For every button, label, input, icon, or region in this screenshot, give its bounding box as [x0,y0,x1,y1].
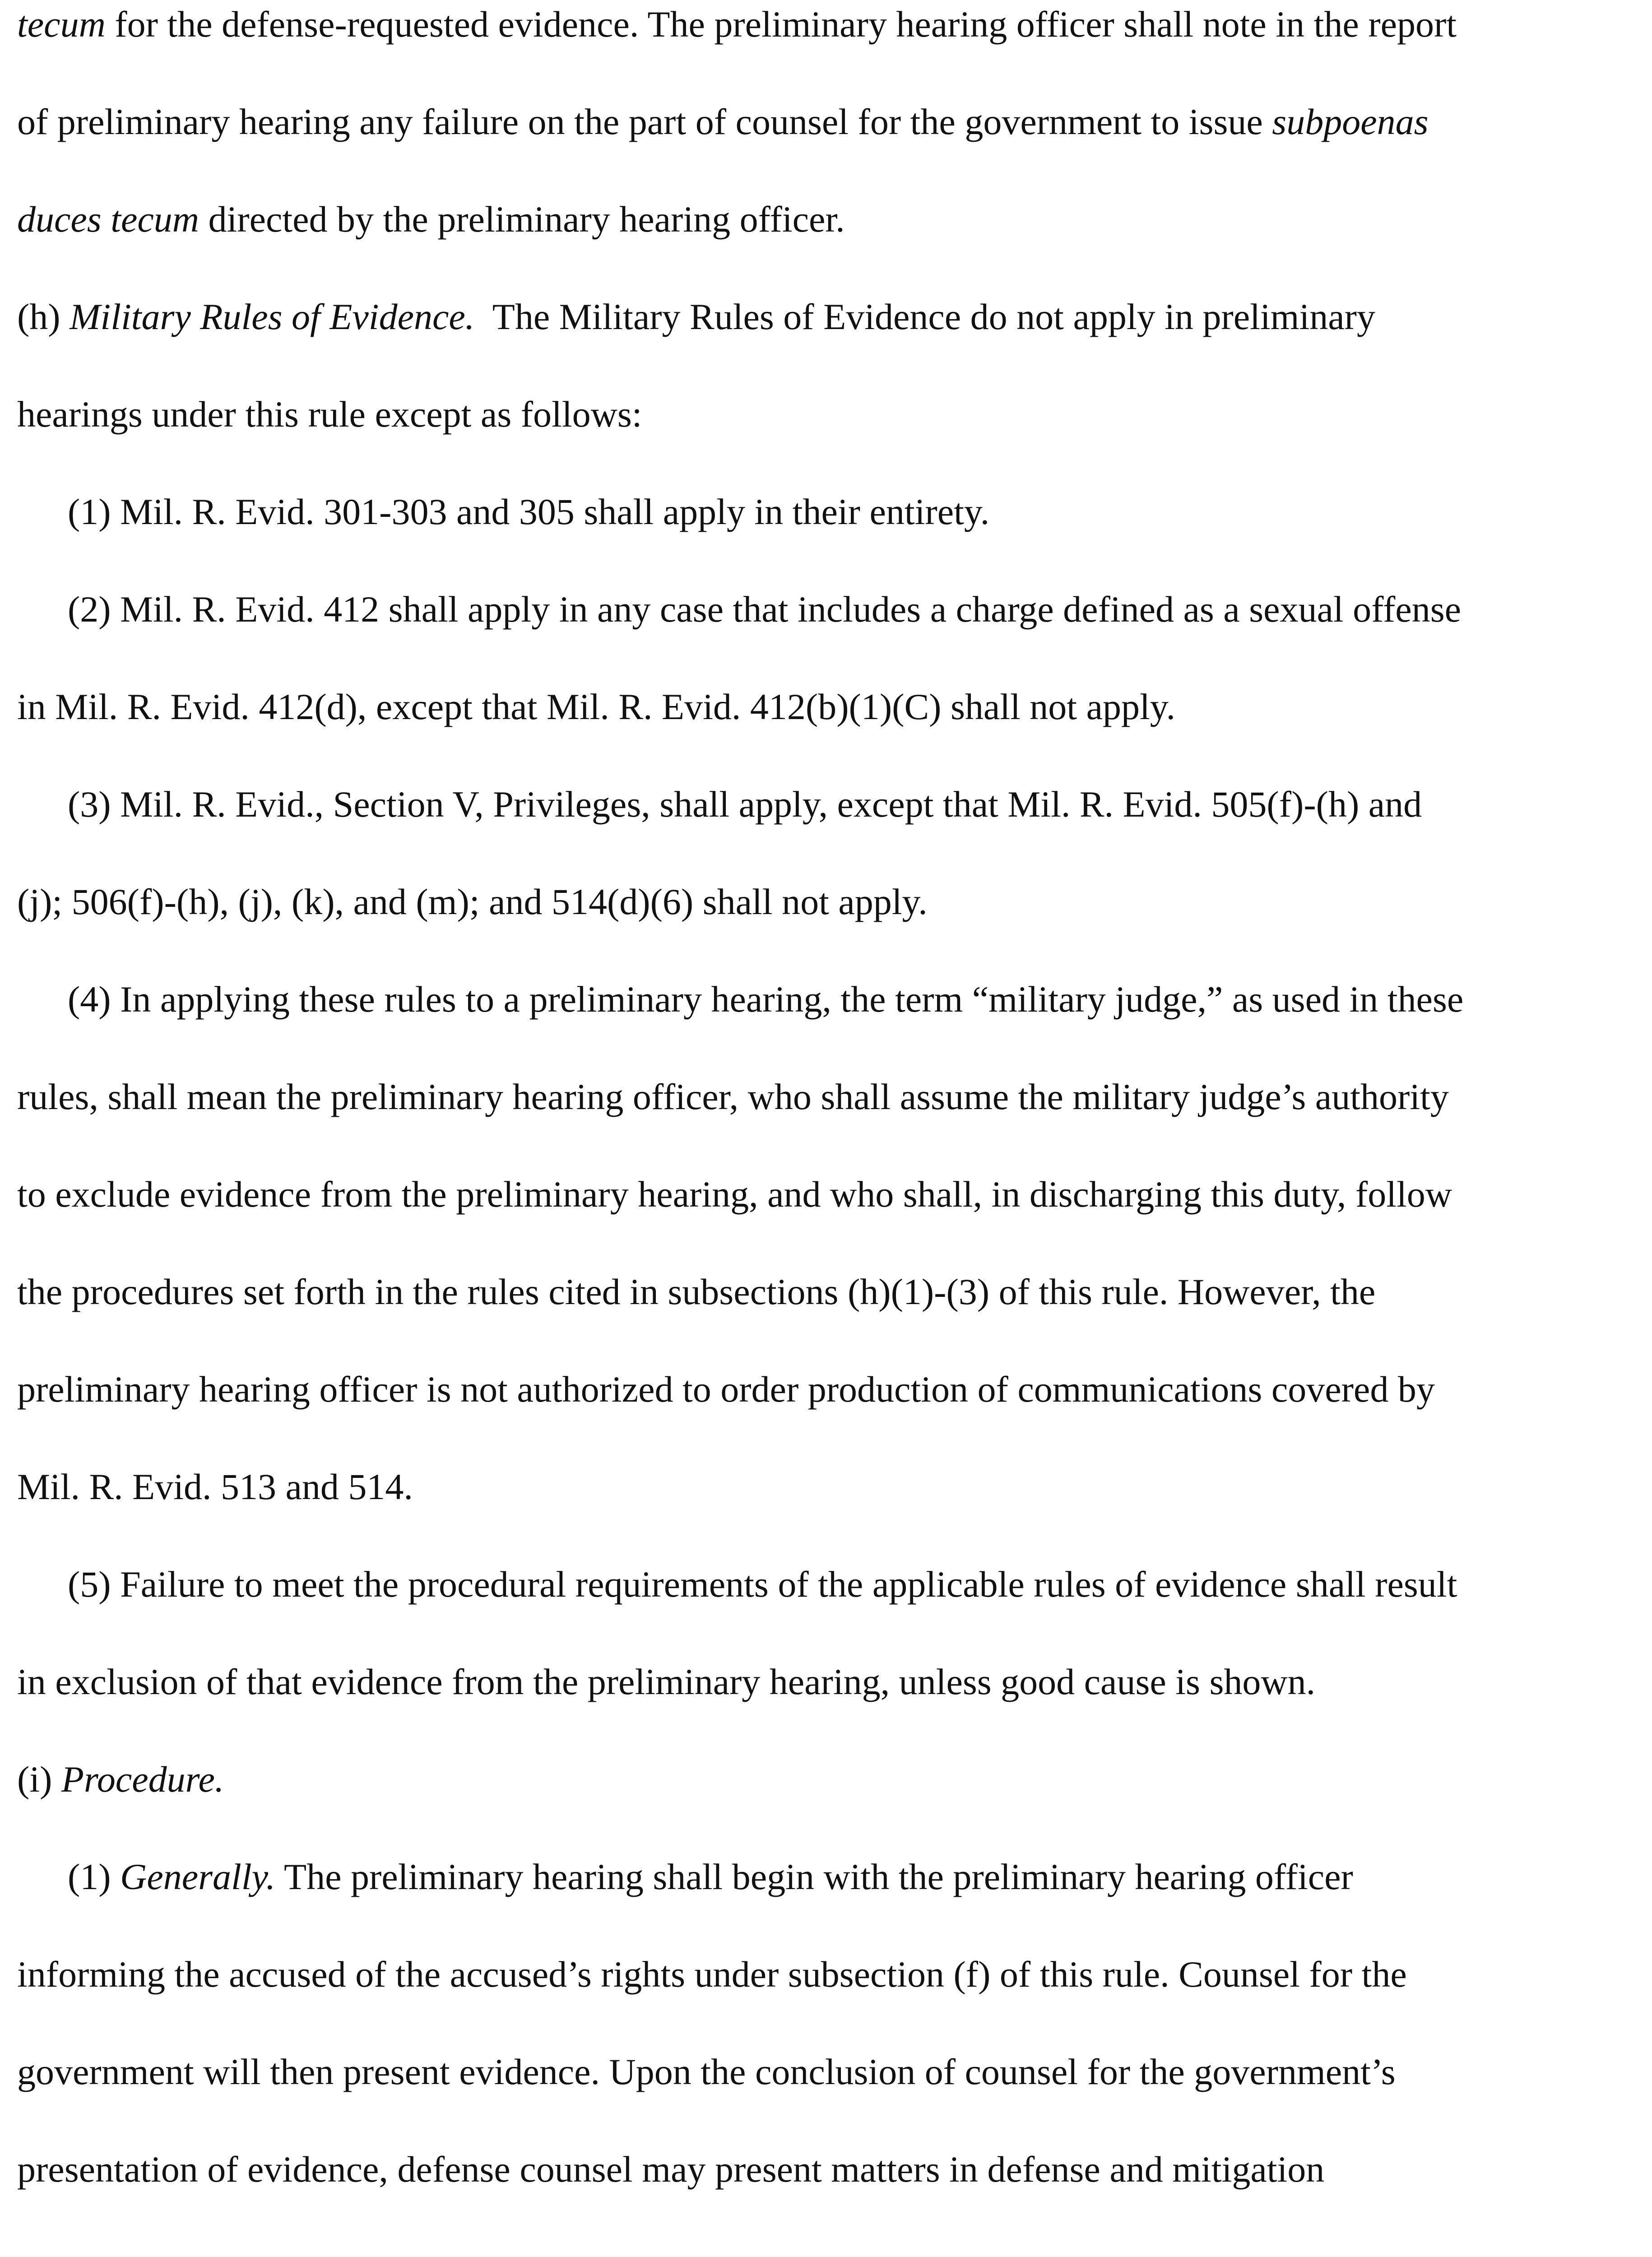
text-span: (h) [17,296,70,337]
text-line [17,1073,1449,1121]
text-span: hearings under this rule except as follows: [17,394,642,435]
text-span: (1) [68,1856,121,1897]
text-line [17,0,1457,49]
text-span: (4) In applying these rules to a preliminary hearing, the term “military judge,” as used in these [68,979,1464,1020]
text-span: The Military Rules of Evidence do not apply in preliminary [474,296,1375,337]
text-span: (5) Failure to meet the procedural requirements of the applicable rules of evidence shall result [68,1564,1457,1605]
text-span: to exclude evidence from the preliminary hearing, and who shall, in discharging this duty, follow [17,1174,1452,1215]
text-line [17,878,928,926]
section-heading-h [17,293,1375,341]
text-span: (j); 506(f)-(h), (j), (k), and (m); and 514(d)(6) shall not apply. [17,881,928,922]
text-span: (1) Mil. R. Evid. 301-303 and 305 shall apply in their entirety. [68,491,990,532]
text-span: of preliminary hearing any failure on the part of counsel for the government to issue [17,101,1272,142]
text-span: Mil. R. Evid. 513 and 514. [17,1466,413,1507]
text-span: The preliminary hearing shall begin with the preliminary hearing officer [275,1856,1353,1897]
text-span: (3) Mil. R. Evid., Section V, Privileges, shall apply, except that Mil. R. Evid. 505(f)-(h) and [68,784,1422,825]
text-span: preliminary hearing officer is not authorized to order production of communications covered by [17,1369,1435,1410]
text-span: (i) [17,1759,61,1800]
text-span: presentation of evidence, defense counsel may present matters in defense and mitigation [17,2149,1325,2190]
text-line [17,1365,1435,1414]
text-span: Procedure. [61,1759,224,1800]
text-line [17,1463,413,1511]
text-line [68,975,1463,1024]
text-line [68,488,989,536]
text-line [68,1560,1457,1609]
text-line [17,1658,1315,1706]
text-span: Generally. [120,1856,275,1897]
text-line [17,2048,1396,2096]
text-span: for the defense-requested evidence. The preliminary hearing officer shall note in the report [105,4,1457,45]
text-span: subpoenas [1272,101,1429,142]
text-span: Military Rules of Evidence. [70,296,475,337]
text-line [68,1853,1353,1901]
text-line [17,390,642,439]
text-line [17,1268,1375,1316]
text-line [17,1170,1452,1219]
section-heading-i [17,1755,224,1804]
text-line [68,780,1422,829]
text-line [17,683,1175,731]
text-span: informing the accused of the accused’s rights under subsection (f) of this rule. Counsel for the [17,1954,1407,1995]
text-line [17,1950,1407,1999]
text-span: rules, shall mean the preliminary hearing officer, who shall assume the military judge’s authority [17,1076,1449,1117]
text-span: (2) Mil. R. Evid. 412 shall apply in any case that includes a charge defined as a sexual offense [68,589,1462,630]
text-span: directed by the preliminary hearing officer. [199,199,845,240]
text-line [17,195,845,244]
text-span: in Mil. R. Evid. 412(d), except that Mil. R. Evid. 412(b)(1)(C) shall not apply. [17,686,1175,727]
text-span: in exclusion of that evidence from the preliminary hearing, unless good cause is shown. [17,1661,1316,1702]
text-line [17,98,1429,146]
text-line [17,2145,1324,2194]
text-span: tecum [17,4,106,45]
text-span: government will then present evidence. Upon the conclusion of counsel for the government’s [17,2051,1396,2092]
text-span: duces tecum [17,199,199,240]
text-span: the procedures set forth in the rules cited in subsections (h)(1)-(3) of this rule. However, the [17,1271,1376,1312]
text-line [68,585,1461,634]
